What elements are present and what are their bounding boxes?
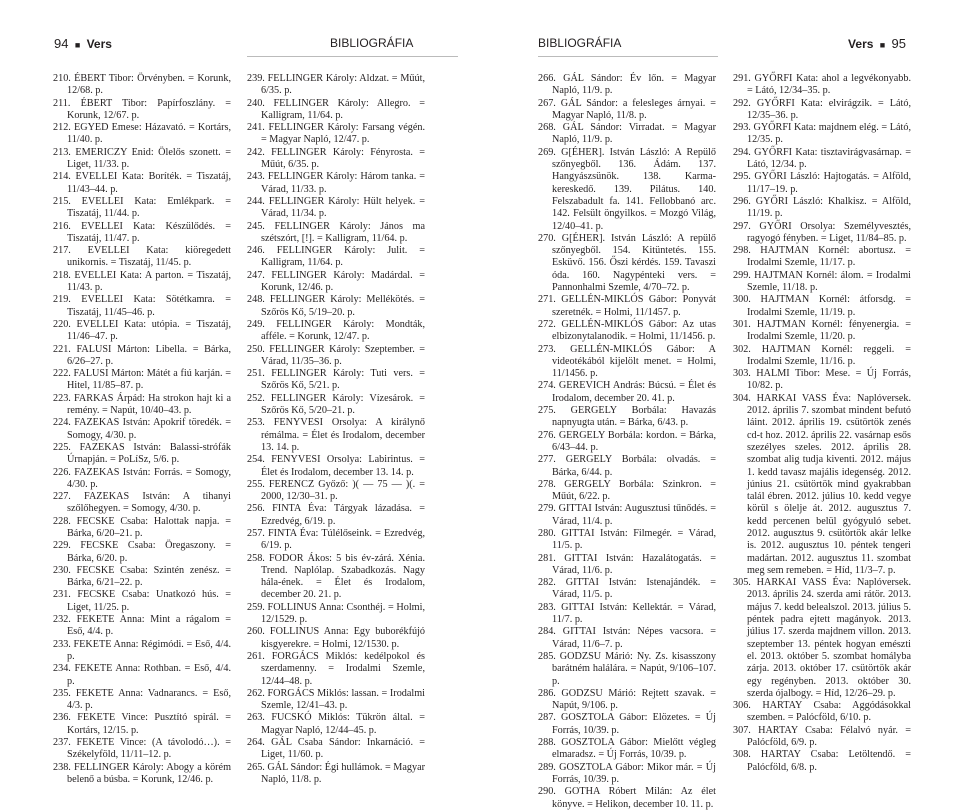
- bibliography-entry: 247. FELLINGER Károly: Madárdal. = Korunk, 12/46. p.: [247, 269, 425, 294]
- bibliography-entry: 224. FAZEKAS István: Apokrif töredék. = Somogy, 4/30. p.: [53, 417, 231, 441]
- bibliography-entry: 282. GITTAI István: Istenajándék. = Várad, 11/5. p.: [538, 577, 716, 601]
- bibliography-entry: 218. EVELLEI Kata: A parton. = Tiszatáj, 11/43. p.: [53, 269, 231, 294]
- bibliography-entry: 274. GEREVICH András: Búcsú. = Élet és Irodalom, december 20. 41. p.: [538, 380, 716, 404]
- bibliography-entry: 296. GYŐRI László: Khalkisz. = Alföld, 11/19. p.: [733, 195, 911, 220]
- bibliography-entry: 225. FAZEKAS István: Balassi-strófák Úrnapján. = PoLíSz, 5/6. p.: [53, 441, 231, 466]
- bibliography-entry: 266. GÁL Sándor: Év lőn. = Magyar Napló, 11/9. p.: [538, 73, 716, 97]
- section-label: Vers: [86, 37, 112, 51]
- bibliography-entry: 263. FUCSKÓ Miklós: Tükrön által. = Magyar Napló, 12/44–45. p.: [247, 712, 425, 736]
- bibliography-entry: 248. FELLINGER Károly: Mellékötés. = Szőrös Kő, 5/19–20. p.: [247, 294, 425, 318]
- bibliography-entry: 306. HARTAY Csaba: Aggódásokkal szemben. = Palócföld, 6/10. p.: [733, 700, 911, 724]
- bibliography-entry: 230. FECSKE Csaba: Szintén zenész. = Bárka, 6/21–22. p.: [53, 564, 231, 589]
- bibliography-column-1: [53, 73, 231, 786]
- separator-icon: ■: [74, 40, 81, 50]
- bibliography-entry: 277. GERGELY Borbála: olvadás. = Bárka, 6/44. p.: [538, 454, 716, 478]
- bibliography-entry: 235. FEKETE Anna: Vadnarancs. = Eső, 4/3. p.: [53, 687, 231, 712]
- bibliography-entry: 242. FELLINGER Károly: Fényrosta. = Műút, 6/35. p.: [247, 146, 425, 171]
- bibliography-entry: 214. EVELLEI Kata: Boríték. = Tiszatáj, 11/43–44. p.: [53, 171, 231, 195]
- bibliography-entry: 268. GÁL Sándor: Virradat. = Magyar Napló, 11/9. p.: [538, 122, 716, 146]
- bibliography-entry: 276. GERGELY Borbála: kordon. = Bárka, 6/43–44. p.: [538, 429, 716, 453]
- bibliography-entry: 231. FECSKE Csaba: Unatkozó hús. = Liget, 11/25. p.: [53, 589, 231, 613]
- bibliography-entry: 275. GERGELY Borbála: Havazás napnyugta után. = Bárka, 6/43. p.: [538, 405, 716, 429]
- bibliography-entry: 220. EVELLEI Kata: utópia. = Tiszatáj, 11/46–47. p.: [53, 318, 231, 343]
- bibliography-column-2: [247, 73, 425, 786]
- bibliography-entry: 284. GITTAI István: Népes vacsora. = Várad, 11/6–7. p.: [538, 626, 716, 650]
- bibliography-entry: 252. FELLINGER Károly: Vízesárok. = Szőrös Kő, 5/20–21. p.: [247, 392, 425, 417]
- bibliography-entry: 241. FELLINGER Károly: Farsang végén. = Magyar Napló, 12/47. p.: [247, 122, 425, 146]
- bibliography-entry: 215. EVELLEI Kata: Emlékpark. = Tiszatáj, 11/44. p.: [53, 195, 231, 220]
- separator-icon: ■: [879, 40, 886, 50]
- bibliography-entry: 290. GOTHA Róbert Milán: Az élet könyve. = Helikon, december 10. 11. p.: [538, 786, 716, 810]
- bibliography-entry: 307. HARTAY Csaba: Félalvó nyár. = Palócföld, 6/9. p.: [733, 724, 911, 749]
- section-label: Vers: [848, 37, 874, 51]
- bibliography-entry: 302. HAJTMAN Kornél: reggeli. = Irodalmi Szemle, 11/16. p.: [733, 343, 911, 367]
- bibliography-entry: 213. EMERICZY Enid: Ölelős szonett. = Liget, 11/33. p.: [53, 146, 231, 171]
- bibliography-entry: 217. EVELLEI Kata: kiöregedett unikornis. = Tiszatáj, 11/45. p.: [53, 245, 231, 269]
- bibliography-entry: 234. FEKETE Anna: Rothban. = Eső, 4/4. p.: [53, 663, 231, 687]
- bibliography-entry: 308. HARTAY Csaba: Letöltendő. = Palócföld, 6/8. p.: [733, 749, 911, 773]
- bibliography-entry: 280. GITTAI István: Filmegér. = Várad, 11/5. p.: [538, 527, 716, 552]
- bibliography-entry: 297. GYŐRI Orsolya: Személyvesztés, ragyogó fényben. = Liget, 11/84–85. p.: [733, 220, 911, 244]
- bibliography-entry: 301. HAJTMAN Kornél: fényenergia. = Irodalmi Szemle, 11/20. p.: [733, 318, 911, 343]
- right-page-header: [848, 36, 906, 51]
- left-running-title: BIBLIOGRÁFIA: [330, 36, 414, 50]
- bibliography-entry: 212. EGYED Emese: Házavató. = Kortárs, 11/40. p.: [53, 122, 231, 146]
- bibliography-entry: 299. HAJTMAN Kornél: álom. = Irodalmi Szemle, 11/18. p.: [733, 269, 911, 294]
- bibliography-entry: 300. HAJTMAN Kornél: átforsdg. = Irodalmi Szemle, 11/19. p.: [733, 294, 911, 318]
- bibliography-entry: 303. HALMI Tibor: Mese. = Új Forrás, 10/82. p.: [733, 368, 911, 392]
- bibliography-entry: 251. FELLINGER Károly: Tuti vers. = Szőrös Kő, 5/21. p.: [247, 368, 425, 392]
- bibliography-entry: 257. FINTA Éva: Túlélőseink. = Ezredvég, 6/19. p.: [247, 527, 425, 552]
- bibliography-entry: 289. GOSZTOLA Gábor: Mikor már. = Új Forrás, 10/39. p.: [538, 761, 716, 785]
- bibliography-entry: 232. FEKETE Anna: Mint a rágalom = Eső, 4/4. p.: [53, 614, 231, 638]
- bibliography-entry: 243. FELLINGER Károly: Három tanka. = Várad, 11/33. p.: [247, 171, 425, 195]
- bibliography-entry: 236. FEKETE Vince: Pusztító spirál. = Kortárs, 12/15. p.: [53, 712, 231, 736]
- bibliography-entry: 256. FINTA Éva: Tárgyak lázadása. = Ezredvég, 6/19. p.: [247, 503, 425, 527]
- bibliography-entry: 240. FELLINGER Károly: Allegro. = Kalligram, 11/64. p.: [247, 97, 425, 121]
- bibliography-entry: 288. GOSZTOLA Gábor: Mielőtt végleg elmaradsz. = Új Forrás, 10/39. p.: [538, 737, 716, 761]
- bibliography-entry: 269. G[ÉHER]. István László: A Repülő szőnyegből. 136. Ádám. 137. Hangyászsünök. 138. Karma-kereskedő. 139. Pilátus. 140. Felszabadult fa. 141. Fellobbanó arc. 142. Felsült öngyilkos. = Mozgó Világ, 12/40–41. p.: [538, 146, 716, 232]
- bibliography-entry: 246. FELLINGER Károly: Julit. = Kalligram, 11/64. p.: [247, 245, 425, 269]
- bibliography-entry: 305. HARKAI VASS Éva: Naplóversek. 2013. április 24. szerda ami rátör. 2013. május 7. kedd belealszol. 2013. július 5. péntek padra ejtett magányok. 2013. július 17. szerda majdnem villon. 2013. szeptember 13. péntek hogyan emészti el. 2013. október 5. szombat homályba zárja. 2013. október 17. csütörtök akár egy regényben. 2013. október 30. szerda ójalbogy. = Híd, 12/26–29. p.: [733, 577, 911, 699]
- header-rule-right: [538, 56, 718, 57]
- bibliography-entry: 255. FERENCZ Győző: )( — 75 — )(. = 2000, 12/30–31. p.: [247, 478, 425, 503]
- bibliography-entry: 304. HARKAI VASS Éva: Naplóversek. 2012. április 7. szombat mindent befutó láint. 2012. április 19. csütörtök zenés cd-t hoz. 2012. április 22. vasárnap esős szezélyes szeles. 2012. április 28. szombat alig tudja kiventi. 2012. május 1. kedd tavasz majális idegenség. 2012. június 21. csütörtök mind gyakrabban talál ébren. 2012. július 10. kedd vegye körül s ölelje át. 2012. augusztus 7. kedd percenen belül gyógyuló sebet. 2012. augusztus 9. csütörtök akár lelke is. 2012. augusztus 10. péntek tengeri madártan. 2012. augusztus 11. szombat meg sem remeben. = Híd, 11/3–7. p.: [733, 392, 911, 576]
- bibliography-entry: 227. FAZEKAS István: A tihanyi szőlőhegyen. = Somogy, 4/30. p.: [53, 491, 231, 515]
- bibliography-entry: 298. HAJTMAN Kornél: abortusz. = Irodalmi Szemle, 11/17. p.: [733, 245, 911, 269]
- bibliography-entry: 271. GELLÉN-MIKLÓS Gábor: Ponyvát szeretnék. = Holmi, 11/1457. p.: [538, 294, 716, 318]
- bibliography-entry: 226. FAZEKAS István: Forrás. = Somogy, 4/30. p.: [53, 466, 231, 490]
- bibliography-entry: 228. FECSKE Csaba: Halottak napja. = Bárka, 6/20–21. p.: [53, 515, 231, 539]
- page-number: 95: [891, 36, 906, 51]
- bibliography-entry: 216. EVELLEI Kata: Készülődés. = Tiszatáj, 11/47. p.: [53, 220, 231, 244]
- bibliography-entry: 294. GYŐRFI Kata: tisztavirágvasárnap. = Látó, 12/34. p.: [733, 146, 911, 171]
- left-page-header: [54, 36, 112, 51]
- bibliography-entry: 237. FEKETE Vince: (A távolodó…). = Székelyföld, 11/11–12. p.: [53, 737, 231, 761]
- bibliography-entry: 244. FELLINGER Károly: Hült helyek. = Várad, 11/34. p.: [247, 195, 425, 220]
- bibliography-entry: 258. FODOR Ákos: 5 bis év-zárá. Xénia. Trend. Naplólap. Szabadkozás. Nagy hála-ének. = Élet és Irodalom, december 20. 21. p.: [247, 552, 425, 601]
- bibliography-entry: 293. GYŐRFI Kata: majdnem elég. = Látó, 12/35. p.: [733, 122, 911, 146]
- bibliography-entry: 292. GYŐRFI Kata: elvirágzik. = Látó, 12/35–36. p.: [733, 97, 911, 121]
- bibliography-column-3: [538, 73, 716, 811]
- bibliography-entry: 291. GYŐRFI Kata: ahol a legvékonyabb. = Látó, 12/34–35. p.: [733, 73, 911, 97]
- bibliography-entry: 223. FARKAS Árpád: Ha strokon hajt ki a remény. = Napút, 10/40–43. p.: [53, 392, 231, 417]
- bibliography-column-4: [733, 73, 911, 774]
- bibliography-entry: 262. FORGÁCS Miklós: lassan. = Irodalmi Szemle, 12/41–43. p.: [247, 687, 425, 712]
- bibliography-entry: 265. GÁL Sándor: Égi hullámok. = Magyar Napló, 11/8. p.: [247, 761, 425, 785]
- bibliography-entry: 279. GITTAI István: Augusztusi tűnődés. = Várad, 11/4. p.: [538, 503, 716, 527]
- bibliography-entry: 285. GODZSU Márió: Ny. Zs. kisasszony barátném halálára. = Napút, 9/106–107. p.: [538, 650, 716, 687]
- bibliography-entry: 211. ÉBERT Tibor: Papírfoszlány. = Korunk, 12/67. p.: [53, 97, 231, 121]
- bibliography-entry: 295. GYŐRI László: Hajtogatás. = Alföld, 11/17–19. p.: [733, 171, 911, 195]
- bibliography-entry: 283. GITTAI István: Kellektár. = Várad, 11/7. p.: [538, 601, 716, 626]
- bibliography-entry: 261. FORGÁCS Miklós: kedélpokol és szerdamenny. = Irodalmi Szemle, 12/44–48. p.: [247, 650, 425, 687]
- header-rule-left: [247, 56, 458, 57]
- bibliography-entry: 250. FELLINGER Károly: Szeptember. = Várad, 11/35–36. p.: [247, 343, 425, 367]
- bibliography-entry: 253. FENYVESI Orsolya: A királynő rémálma. = Élet és Irodalom, december 13. 14. p.: [247, 417, 425, 453]
- bibliography-entry: 260. FOLLINUS Anna: Egy buborékfújó kisgyerekre. = Holmi, 12/1530. p.: [247, 626, 425, 650]
- bibliography-entry: 249. FELLINGER Károly: Mondták, afféle. = Korunk, 12/47. p.: [247, 318, 425, 343]
- bibliography-entry: 286. GODZSU Márió: Rejtett szavak. = Napút, 9/106. p.: [538, 687, 716, 712]
- bibliography-entry: 210. ÉBERT Tibor: Örvényben. = Korunk, 12/68. p.: [53, 73, 231, 97]
- page-number: 94: [54, 36, 69, 51]
- bibliography-entry: 239. FELLINGER Károly: Aldzat. = Műút, 6/35. p.: [247, 73, 425, 97]
- bibliography-entry: 259. FOLLINUS Anna: Csonthéj. = Holmi, 12/1529. p.: [247, 601, 425, 626]
- bibliography-entry: 270. G[ÉHER]. István László: A repülő szőnyegből. 154. Kitüntetés. 155. Esküvő. 156. Őszi kérdés. 159. Tavaszi óda. 160. Nagypénteki vers. = Pannonhalmi Szemle, 4/70–72. p.: [538, 232, 716, 294]
- bibliography-entry: 273. GELLÉN-MIKLÓS Gábor: A videotékából kijelölt menet. = Holmi, 11/1456. p.: [538, 343, 716, 380]
- bibliography-entry: 219. EVELLEI Kata: Sötétkamra. = Tiszatáj, 11/45–46. p.: [53, 294, 231, 318]
- bibliography-entry: 254. FENYVESI Orsolya: Labirintus. = Élet és Irodalom, december 13. 14. p.: [247, 454, 425, 478]
- bibliography-entry: 281. GITTAI István: Hazalátogatás. = Várad, 11/6. p.: [538, 552, 716, 576]
- bibliography-entry: 245. FELLINGER Károly: János ma szétszórt, [!]. = Kalligram, 11/64. p.: [247, 220, 425, 244]
- right-running-title: BIBLIOGRÁFIA: [538, 36, 622, 50]
- bibliography-entry: 272. GELLÉN-MIKLÓS Gábor: Az utas elbizonytalanodik. = Holmi, 11/1456. p.: [538, 318, 716, 343]
- bibliography-entry: 222. FALUSI Márton: Mátét a fiú karján. = Hitel, 11/85–87. p.: [53, 368, 231, 392]
- bibliography-entry: 267. GÁL Sándor: a felesleges árnyai. = Magyar Napló, 11/8. p.: [538, 97, 716, 121]
- bibliography-entry: 229. FECSKE Csaba: Öregaszony. = Bárka, 6/20. p.: [53, 540, 231, 564]
- bibliography-entry: 238. FELLINGER Károly: Abogy a körém belenő a búsba. = Korunk, 12/46. p.: [53, 761, 231, 785]
- bibliography-entry: 264. GÁL Csaba Sándor: Inkarnáció. = Liget, 11/60. p.: [247, 737, 425, 761]
- bibliography-entry: 233. FEKETE Anna: Régimódi. = Eső, 4/4. p.: [53, 638, 231, 662]
- bibliography-entry: 221. FALUSI Márton: Libella. = Bárka, 6/26–27. p.: [53, 343, 231, 367]
- bibliography-entry: 287. GOSZTOLA Gábor: Elözetes. = Új Forrás, 10/39. p.: [538, 712, 716, 736]
- bibliography-entry: 278. GERGELY Borbála: Szinkron. = Műút, 6/22. p.: [538, 478, 716, 503]
